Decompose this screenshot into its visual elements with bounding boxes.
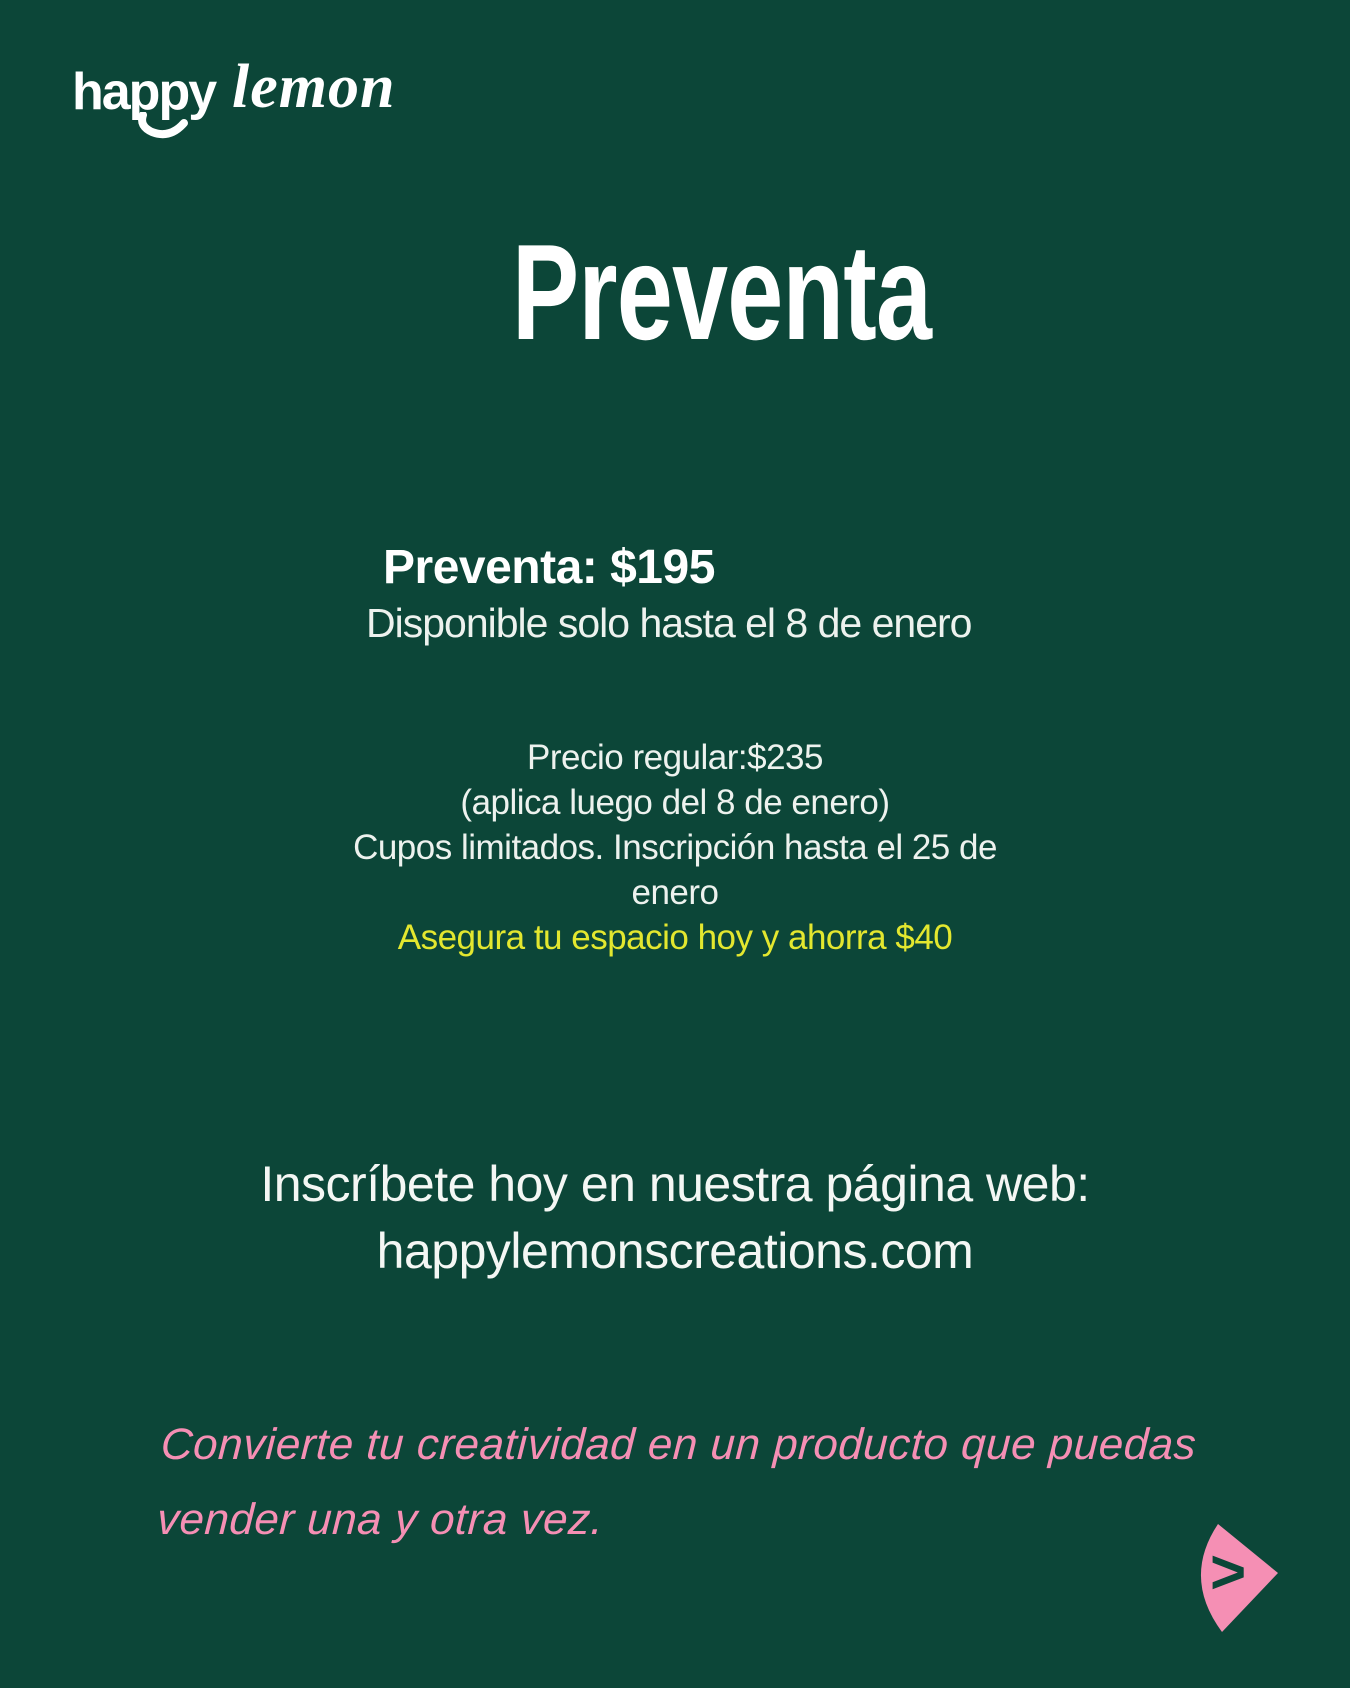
logo-lemon-text: lemon [232, 53, 396, 121]
logo-happy-text: happy [72, 63, 216, 121]
presale-price-headline: Preventa: $195 [383, 541, 715, 594]
pricing-details [175, 735, 1175, 960]
tagline [155, 1407, 1213, 1557]
limited-spots-line-wrap: enero [631, 873, 719, 912]
price-applies-line: (aplica luego del 8 de enero) [460, 783, 890, 822]
cta-text: Inscríbete hoy en nuestra página web: [260, 1156, 1090, 1212]
smile-icon [136, 112, 190, 140]
presale-availability: Disponible solo hasta el 8 de enero [366, 600, 972, 646]
page-title [512, 216, 1079, 368]
page-title-text: Preventa [512, 216, 932, 368]
tagline-line2: vender una y otra vez. [155, 1495, 605, 1544]
tagline-line1: Convierte tu creatividad en un producto que puedas [159, 1420, 1198, 1469]
happy-lemon-logo [0, 0, 450, 160]
cta-block [175, 1151, 1175, 1285]
website-url: happylemonscreations.com [376, 1223, 974, 1279]
regular-price-line: Precio regular:$235 [527, 738, 823, 777]
limited-spots-line: Cupos limitados. Inscripción hasta el 25 de [353, 828, 997, 867]
savings-highlight: Asegura tu espacio hoy y ahorra $40 [397, 918, 953, 957]
next-arrow[interactable] [1190, 1516, 1290, 1641]
chevron-right-icon: > [1210, 1538, 1247, 1607]
